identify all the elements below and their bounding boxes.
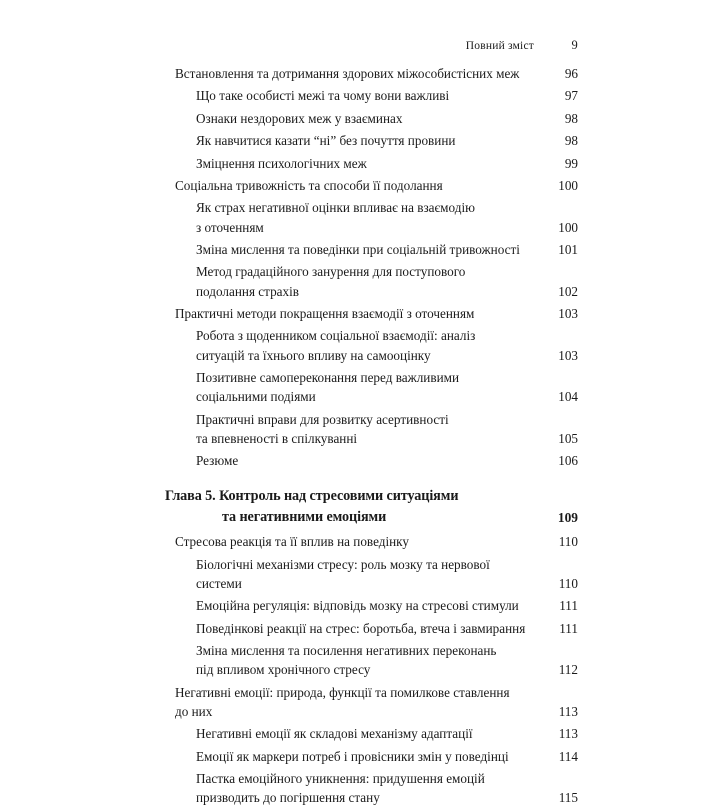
toc-entry-lines [0,410,578,448]
toc-entry-line: Практичні методи покращення взаємодії з оточенням [175,305,475,321]
toc-entry-folio: 113 [558,703,578,719]
toc-entry-line: Негативні емоції: природа, функції та помилкове ставлення [175,684,510,700]
toc-entry-line: Практичні вправи для розвитку асертивності [196,411,449,427]
chapter-heading-line-2: та негативними емоціями [222,509,387,526]
chapter-heading-lines [0,486,578,528]
toc-entry-lines [0,326,578,364]
toc-entry[interactable] [0,262,578,300]
toc-entry-line: Як навчитися казати “ні” без почуття провини [196,133,456,149]
toc-entry-line: Емоції як маркери потреб і провісники змін у поведінці [196,748,509,764]
toc-entry-folio: 103 [558,305,578,321]
toc-entries-before-chapter [0,64,578,470]
toc-entry-folio: 96 [564,66,578,81]
toc-entry[interactable] [0,532,578,551]
toc-entry-folio: 115 [558,790,578,806]
toc-entry-lines [0,176,578,195]
toc-entry-lines [0,619,578,638]
toc-entry[interactable] [0,451,578,470]
toc-entry-lines [0,109,578,128]
toc-entry[interactable] [0,131,578,150]
toc-entry[interactable] [0,109,578,128]
toc-entry-lines [0,451,578,470]
toc-entry-line: та впевненості в спілкуванні [196,430,358,446]
toc-entry-folio: 104 [558,389,578,405]
toc-entry-folio: 111 [559,598,578,614]
toc-entry-folio: 111 [559,620,578,636]
toc-entry-line: соціальними подіями [196,389,316,405]
toc-entry-lines [0,641,578,679]
toc-entry-line: Позитивне самопереконання перед важливими [196,369,460,385]
table-of-contents [0,64,578,811]
toc-entry-line: до них [175,703,213,719]
toc-entry-lines [0,304,578,323]
toc-entry[interactable] [0,641,578,679]
toc-entry[interactable] [0,154,578,173]
running-head-folio: 9 [571,38,578,52]
toc-entry-lines [0,86,578,105]
chapter-heading-folio: 109 [557,510,578,526]
toc-entry-lines [0,683,578,721]
toc-entry[interactable] [0,64,578,83]
toc-entry-lines [0,769,578,807]
toc-entry-folio: 113 [558,726,578,742]
toc-entry-lines [0,555,578,593]
toc-entry-folio: 114 [558,748,578,764]
toc-entry-lines [0,724,578,743]
toc-entry-lines [0,64,578,83]
toc-entry-folio: 101 [558,241,578,257]
toc-entry-line: Соціальна тривожність та способи її подолання [175,177,443,193]
toc-entry-folio: 100 [558,177,578,193]
toc-entry-lines [0,154,578,173]
toc-entry-folio: 105 [558,430,578,446]
toc-entry-folio: 98 [564,133,578,149]
toc-entry[interactable] [0,683,578,721]
chapter-heading-entry[interactable] [0,486,578,528]
toc-entry[interactable] [0,326,578,364]
toc-entry-line: призводить до погіршення стану [196,790,380,806]
toc-entry-folio: 110 [558,534,578,550]
toc-entry[interactable] [0,619,578,638]
toc-entry-lines [0,532,578,551]
toc-entry-folio: 110 [558,575,578,591]
toc-entry-line: Робота з щоденником соціальної взаємодії: аналіз [196,328,476,344]
toc-entry[interactable] [0,596,578,615]
toc-entry-line: Зміна мислення та поведінки при соціальній тривожності [196,241,520,257]
toc-entry-folio: 112 [558,662,578,678]
toc-entry[interactable] [0,304,578,323]
toc-entry-lines [0,131,578,150]
toc-entry[interactable] [0,747,578,766]
toc-entry-line: Біологічні механізми стресу: роль мозку та нервової [196,556,490,572]
toc-entry[interactable] [0,410,578,448]
toc-entry[interactable] [0,86,578,105]
toc-entry-lines [0,596,578,615]
toc-entry-line: Пастка емоційного уникнення: придушення емоцій [196,771,485,787]
chapter-heading-line-1: Глава 5. Контроль над стресовими ситуаціями [165,488,459,505]
toc-entry-folio: 97 [564,88,578,104]
toc-entry[interactable] [0,368,578,406]
toc-entry-line: Метод градаційного занурення для поступового [196,264,466,280]
toc-entry-line: системи [196,575,242,591]
toc-entry-folio: 106 [558,453,578,469]
toc-entry-folio: 98 [564,110,578,126]
toc-entry-line: подолання страхів [196,283,300,299]
toc-entry[interactable] [0,724,578,743]
toc-entry-folio: 102 [558,283,578,299]
toc-entry-line: Резюме [196,453,239,469]
toc-entry-line: Емоційна регуляція: відповідь мозку на стресові стимули [196,598,519,614]
toc-entry[interactable] [0,555,578,593]
toc-entry-folio: 99 [564,155,578,171]
toc-entry-line: Зміцнення психологічних меж [196,155,367,171]
toc-entries-after-chapter [0,532,578,807]
toc-entry-lines [0,368,578,406]
toc-entry-line: Зміна мислення та посилення негативних переконань [196,643,497,659]
toc-entry[interactable] [0,176,578,195]
toc-entry-lines [0,747,578,766]
toc-entry[interactable] [0,769,578,807]
toc-entry-folio: 103 [558,347,578,363]
toc-entry[interactable] [0,198,578,236]
toc-entry-line: Встановлення та дотримання здорових міжособистісних меж [175,66,520,81]
toc-entry-line: з оточенням [196,219,264,235]
toc-entry-line: Ознаки нездорових меж у взаєминах [196,110,403,126]
toc-entry-lines [0,240,578,259]
toc-entry-line: ситуацій та їхнього впливу на самооцінку [196,347,431,363]
toc-entry[interactable] [0,240,578,259]
running-head [0,38,578,53]
toc-entry-line: під впливом хронічного стресу [196,662,371,678]
toc-entry-folio: 100 [558,219,578,235]
toc-entry-line: Поведінкові реакції на стрес: боротьба, втеча і завмирання [196,620,526,636]
toc-entry-lines [0,262,578,300]
toc-entry-line: Як страх негативної оцінки впливає на взаємодію [196,200,475,216]
running-head-title: Повний зміст [465,40,534,52]
toc-entry-line: Негативні емоції як складові механізму адаптації [196,726,473,742]
toc-entry-lines [0,198,578,236]
toc-entry-line: Що таке особисті межі та чому вони важливі [196,88,450,104]
toc-entry-line: Стресова реакція та її вплив на поведінку [175,534,410,550]
